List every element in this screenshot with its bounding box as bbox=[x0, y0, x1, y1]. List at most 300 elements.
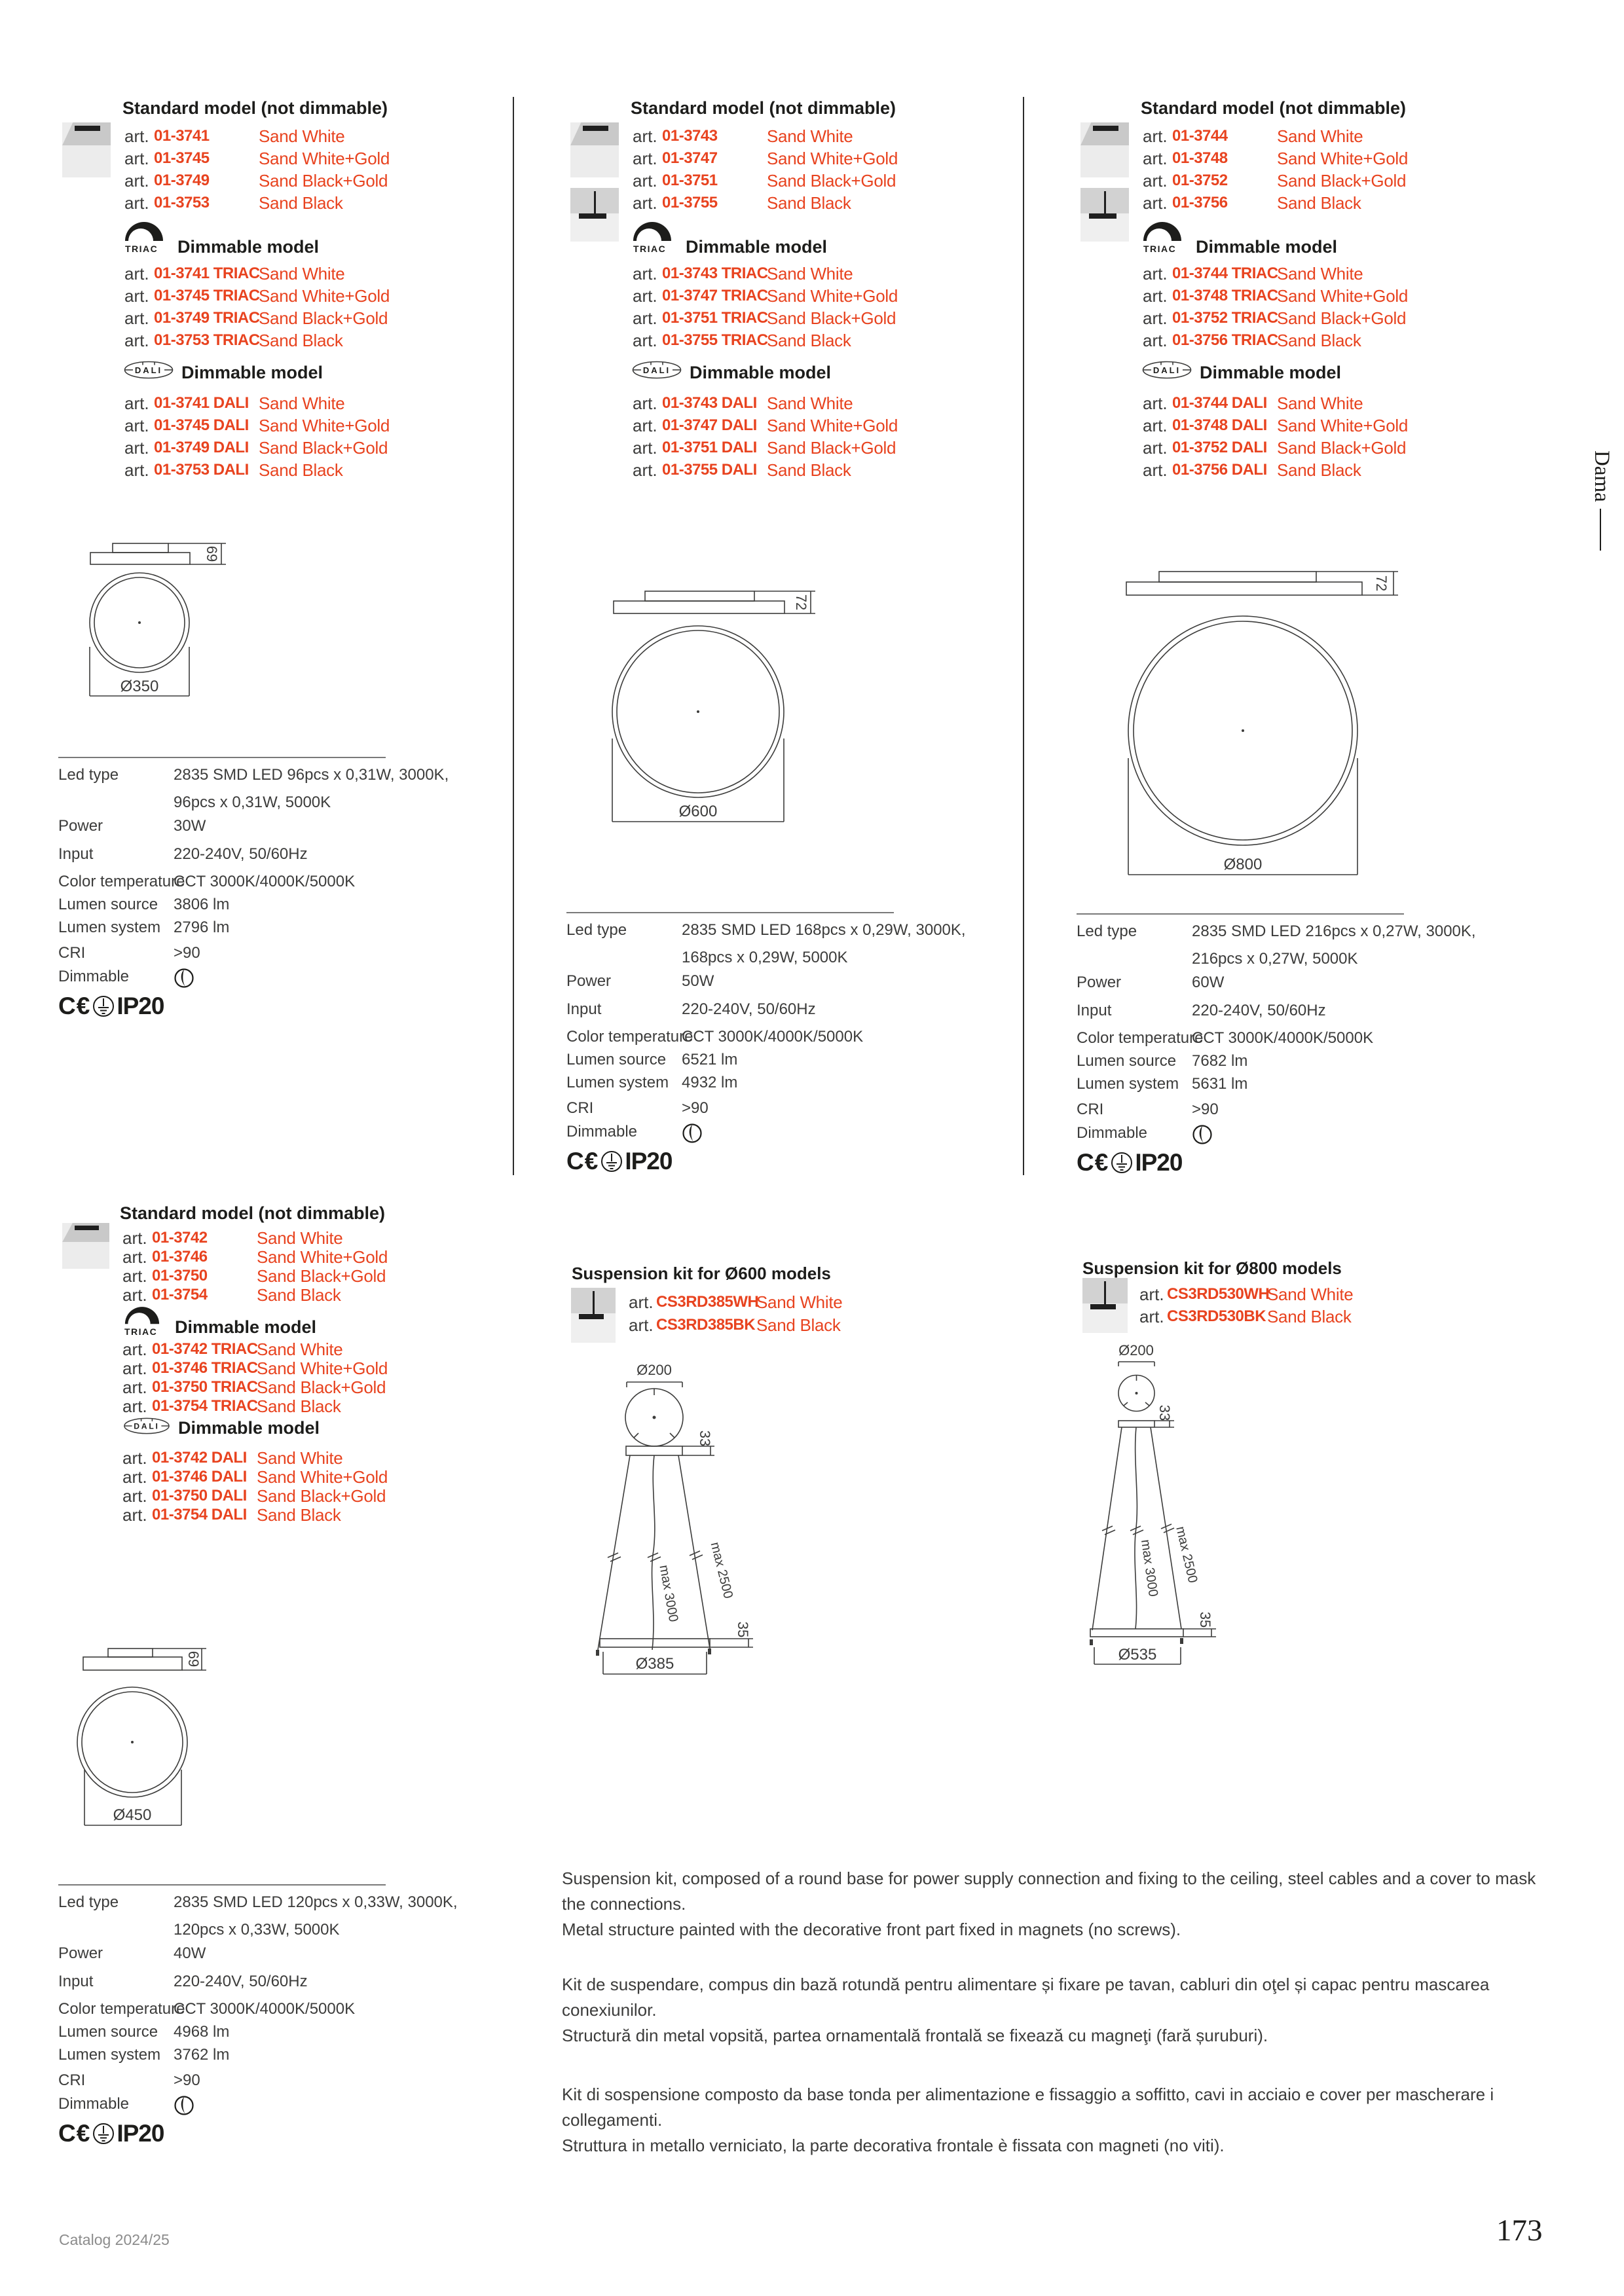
article-code: 01-3750 bbox=[152, 1267, 208, 1285]
art-label: art. bbox=[124, 126, 149, 146]
article-code: 01-3755 TRIAC bbox=[662, 331, 768, 349]
article-code: 01-3742 TRIAC bbox=[152, 1340, 258, 1358]
dali-logo bbox=[1141, 360, 1192, 380]
spec-value: 220-240V, 50/60Hz bbox=[682, 1000, 816, 1018]
diameter-dim: Ø600 bbox=[678, 803, 718, 820]
art-label: art. bbox=[1143, 286, 1168, 306]
spec-value: 5631 lm bbox=[1192, 1075, 1248, 1093]
ip20-mark: IP20 bbox=[117, 2120, 164, 2147]
art-label: art. bbox=[124, 264, 149, 283]
spec-label: Input bbox=[58, 1973, 94, 1990]
cable-max-label: max 3000 bbox=[656, 1563, 681, 1624]
spec-table-d800 bbox=[1077, 913, 1476, 1183]
bar-height-dim: 35 bbox=[735, 1621, 752, 1638]
article-code: 01-3743 bbox=[662, 127, 718, 145]
spec-label: Input bbox=[58, 845, 94, 863]
base-height-dim: 33 bbox=[1156, 1404, 1173, 1421]
art-label: art. bbox=[1143, 331, 1168, 350]
spec-label: Led type bbox=[566, 921, 627, 939]
finish-name: Sand Black bbox=[756, 1315, 841, 1335]
dimmable-model-heading: Dimmable model bbox=[181, 363, 323, 382]
dimmable-model-heading: Dimmable model bbox=[690, 363, 832, 382]
spec-label: Lumen source bbox=[58, 896, 158, 913]
article-code: 01-3745 bbox=[154, 149, 210, 167]
article-code: 01-3750 TRIAC bbox=[152, 1378, 258, 1396]
art-label: art. bbox=[629, 1292, 654, 1312]
finish-name: Sand Black+Gold bbox=[259, 308, 388, 328]
article-code: 01-3749 DALI bbox=[154, 439, 249, 456]
certifications bbox=[1077, 1149, 1182, 1176]
art-label: art. bbox=[633, 438, 657, 458]
finish-name: Sand Black+Gold bbox=[257, 1486, 386, 1506]
cable-max-label: max 3000 bbox=[1137, 1539, 1160, 1598]
finish-name: Sand White+Gold bbox=[1277, 416, 1409, 435]
art-label: art. bbox=[122, 1247, 147, 1267]
article-code: 01-3746 TRIAC bbox=[152, 1359, 258, 1377]
suspension-kit-heading: Suspension kit for Ø600 models bbox=[572, 1264, 831, 1283]
footer-page-number: 173 bbox=[1496, 2214, 1543, 2248]
triac-label: TRIAC bbox=[124, 1326, 158, 1337]
dali-logo bbox=[122, 1417, 171, 1435]
spec-value: 2835 SMD LED 120pcs x 0,33W, 3000K, bbox=[174, 1893, 458, 1911]
cable-max-label: max 2500 bbox=[1173, 1525, 1200, 1584]
description-ro bbox=[562, 1972, 1547, 2049]
product-photo-pendant bbox=[570, 188, 619, 242]
spec-label: Dimmable bbox=[566, 1123, 638, 1140]
spec-value: 3762 lm bbox=[174, 2046, 230, 2064]
spec-label: Input bbox=[566, 1000, 602, 1018]
base-height-dim: 33 bbox=[697, 1430, 714, 1447]
finish-name: Sand White bbox=[1277, 264, 1363, 283]
art-label: art. bbox=[633, 286, 657, 306]
spec-label: CRI bbox=[1077, 1101, 1104, 1118]
certifications bbox=[566, 1148, 672, 1175]
spec-label: Lumen system bbox=[58, 919, 161, 936]
spec-value: 4968 lm bbox=[174, 2023, 230, 2041]
standard-model-heading: Standard model (not dimmable) bbox=[1141, 98, 1407, 118]
spec-value: 168pcs x 0,29W, 5000K bbox=[682, 949, 848, 966]
description-line: Kit di sospensione composto da base tonda per alimentazione e fissaggio a soffitto, cavi in acciaio e cover per mascherare i collegamenti. bbox=[562, 2085, 1494, 2130]
article-code: 01-3741 bbox=[154, 127, 210, 145]
art-label: art. bbox=[122, 1505, 147, 1525]
finish-name: Sand Black bbox=[259, 460, 343, 480]
triac-dimmer-icon bbox=[1141, 216, 1183, 242]
description-it bbox=[562, 2082, 1547, 2159]
article-code: 01-3752 DALI bbox=[1172, 439, 1267, 456]
triac-dimmer-icon bbox=[122, 1302, 162, 1325]
family-name: Dama bbox=[1590, 450, 1614, 502]
column-divider bbox=[513, 97, 514, 1175]
dimension-drawing-d800 bbox=[1067, 562, 1408, 896]
article-code: 01-3748 DALI bbox=[1172, 416, 1267, 434]
art-label: art. bbox=[122, 1467, 147, 1487]
spec-value: 7682 lm bbox=[1192, 1052, 1248, 1070]
finish-name: Sand White+Gold bbox=[767, 286, 898, 306]
finish-name: Sand Black bbox=[259, 331, 343, 350]
dimmable-icon bbox=[174, 2095, 194, 2116]
dali-logo bbox=[123, 360, 174, 380]
art-label: art. bbox=[1143, 460, 1168, 480]
art-label: art. bbox=[122, 1339, 147, 1359]
finish-name: Sand Black bbox=[1267, 1307, 1352, 1326]
finish-name: Sand White bbox=[1267, 1285, 1354, 1304]
article-code: 01-3755 bbox=[662, 194, 718, 211]
ip20-mark: IP20 bbox=[625, 1148, 673, 1175]
spec-value: 220-240V, 50/60Hz bbox=[1192, 1002, 1326, 1019]
art-label: art. bbox=[1143, 308, 1168, 328]
height-dim: 69 bbox=[204, 545, 221, 562]
suspension-drawing-s800 bbox=[1071, 1337, 1267, 1681]
article-code: 01-3747 TRIAC bbox=[662, 287, 768, 304]
spec-value: 30W bbox=[174, 817, 206, 835]
finish-name: Sand Black+Gold bbox=[767, 438, 896, 458]
article-code: 01-3747 bbox=[662, 149, 718, 167]
product-photo-ceiling bbox=[570, 122, 619, 177]
finish-name: Sand Black+Gold bbox=[257, 1377, 386, 1397]
article-code: 01-3752 bbox=[1172, 172, 1228, 189]
art-label: art. bbox=[1143, 171, 1168, 191]
spec-value: 60W bbox=[1192, 974, 1225, 991]
article-code: 01-3743 TRIAC bbox=[662, 264, 768, 282]
ce-mark: C€ bbox=[58, 2120, 91, 2147]
finish-name: Sand Black bbox=[1277, 460, 1361, 480]
side-rule bbox=[1600, 509, 1601, 551]
height-dim: 69 bbox=[185, 1650, 202, 1667]
finish-name: Sand Black+Gold bbox=[259, 438, 388, 458]
diameter-dim: Ø450 bbox=[113, 1806, 152, 1824]
art-label: art. bbox=[122, 1358, 147, 1378]
ground-icon bbox=[1111, 1152, 1133, 1174]
ip20-mark: IP20 bbox=[117, 993, 164, 1019]
finish-name: Sand Black+Gold bbox=[1277, 171, 1407, 191]
spec-label: CRI bbox=[58, 944, 86, 962]
art-label: art. bbox=[1143, 126, 1168, 146]
finish-name: Sand White bbox=[756, 1292, 843, 1312]
triac-label: TRIAC bbox=[125, 244, 158, 254]
art-label: art. bbox=[1139, 1307, 1164, 1326]
spec-value: >90 bbox=[1192, 1101, 1219, 1118]
art-label: art. bbox=[633, 193, 657, 213]
spec-value: 216pcs x 0,27W, 5000K bbox=[1192, 950, 1358, 968]
triac-label: TRIAC bbox=[633, 244, 667, 254]
finish-name: Sand White+Gold bbox=[767, 149, 898, 168]
spec-label: Color temperature bbox=[58, 2000, 185, 2018]
article-code: 01-3750 DALI bbox=[152, 1487, 247, 1504]
finish-name: Sand White bbox=[259, 393, 345, 413]
spec-label: Input bbox=[1077, 1002, 1112, 1019]
article-code: 01-3754 TRIAC bbox=[152, 1397, 258, 1415]
product-photo-ceiling bbox=[1080, 122, 1129, 177]
dimmable-model-heading: Dimmable model bbox=[1196, 237, 1338, 257]
finish-name: Sand White bbox=[257, 1448, 343, 1468]
suspension-kit-photo bbox=[1082, 1278, 1128, 1333]
article-code: 01-3741 TRIAC bbox=[154, 264, 260, 282]
spec-label: Power bbox=[58, 817, 103, 835]
spec-value: CCT 3000K/4000K/5000K bbox=[174, 2000, 356, 2018]
finish-name: Sand Black bbox=[1277, 193, 1361, 213]
article-code: 01-3753 TRIAC bbox=[154, 331, 260, 349]
art-label: art. bbox=[122, 1266, 147, 1286]
article-code: 01-3744 DALI bbox=[1172, 394, 1267, 412]
product-photo-pendant bbox=[1080, 188, 1129, 242]
dimension-drawing-d600 bbox=[557, 585, 832, 840]
column-divider bbox=[1023, 97, 1024, 1175]
dimmable-icon bbox=[682, 1123, 703, 1144]
spec-table-d350 bbox=[58, 757, 449, 1027]
svg-text:DALI: DALI bbox=[134, 365, 163, 375]
spec-label: Color temperature bbox=[58, 873, 185, 890]
article-code: 01-3744 TRIAC bbox=[1172, 264, 1278, 282]
art-label: art. bbox=[633, 460, 657, 480]
spec-label: Dimmable bbox=[58, 2095, 130, 2113]
article-code: CS3RD385BK bbox=[656, 1316, 756, 1334]
article-code: CS3RD385WH bbox=[656, 1293, 759, 1311]
spec-value: 40W bbox=[174, 1944, 206, 1962]
finish-name: Sand Black+Gold bbox=[257, 1266, 386, 1286]
spec-label: Lumen system bbox=[1077, 1075, 1179, 1093]
finish-name: Sand Black bbox=[257, 1285, 341, 1305]
certifications bbox=[58, 993, 164, 1020]
article-code: 01-3747 DALI bbox=[662, 416, 757, 434]
article-code: 01-3756 DALI bbox=[1172, 461, 1267, 479]
finish-name: Sand White bbox=[767, 126, 853, 146]
finish-name: Sand Black bbox=[767, 193, 851, 213]
ground-icon bbox=[92, 995, 115, 1017]
art-label: art. bbox=[633, 264, 657, 283]
finish-name: Sand White+Gold bbox=[259, 286, 390, 306]
dimmable-icon bbox=[1192, 1124, 1213, 1145]
article-code: 01-3754 bbox=[152, 1286, 208, 1303]
article-code: 01-3748 TRIAC bbox=[1172, 287, 1278, 304]
triac-dimmer-icon bbox=[123, 216, 165, 242]
spec-label: Power bbox=[1077, 974, 1122, 991]
spec-value: 96pcs x 0,31W, 5000K bbox=[174, 793, 331, 811]
certifications bbox=[58, 2120, 164, 2147]
spec-value: >90 bbox=[174, 2071, 200, 2089]
art-label: art. bbox=[124, 438, 149, 458]
art-label: art. bbox=[633, 149, 657, 168]
spec-label: Lumen system bbox=[58, 2046, 161, 2064]
spec-value: 220-240V, 50/60Hz bbox=[174, 1973, 308, 1990]
finish-name: Sand White+Gold bbox=[1277, 286, 1409, 306]
art-label: art. bbox=[1143, 438, 1168, 458]
article-code: 01-3743 DALI bbox=[662, 394, 757, 412]
spec-label: Power bbox=[58, 1944, 103, 1962]
spec-value: 2835 SMD LED 216pcs x 0,27W, 3000K, bbox=[1192, 922, 1476, 940]
art-label: art. bbox=[124, 286, 149, 306]
finish-name: Sand White+Gold bbox=[767, 416, 898, 435]
art-label: art. bbox=[633, 393, 657, 413]
article-code: 01-3744 bbox=[1172, 127, 1228, 145]
ground-icon bbox=[92, 2123, 115, 2145]
finish-name: Sand White+Gold bbox=[257, 1247, 388, 1267]
finish-name: Sand White bbox=[257, 1228, 343, 1248]
art-label: art. bbox=[124, 308, 149, 328]
svg-text:DALI: DALI bbox=[642, 365, 671, 375]
finish-name: Sand White bbox=[767, 264, 853, 283]
article-code: 01-3752 TRIAC bbox=[1172, 309, 1278, 327]
art-label: art. bbox=[633, 126, 657, 146]
standard-model-heading: Standard model (not dimmable) bbox=[122, 98, 388, 118]
description-line: Struttura in metallo verniciato, la parte decorativa frontale è fissata con magneti (no viti). bbox=[562, 2136, 1225, 2155]
finish-name: Sand Black bbox=[767, 331, 851, 350]
spec-value: 120pcs x 0,33W, 5000K bbox=[174, 1921, 340, 1939]
family-side-label bbox=[1589, 450, 1614, 551]
article-code: 01-3749 bbox=[154, 172, 210, 189]
finish-name: Sand White bbox=[259, 126, 345, 146]
spec-label: Color temperature bbox=[1077, 1029, 1204, 1047]
article-code: 01-3742 DALI bbox=[152, 1449, 247, 1467]
art-label: art. bbox=[633, 331, 657, 350]
spec-value: 50W bbox=[682, 972, 714, 990]
standard-model-heading: Standard model (not dimmable) bbox=[631, 98, 896, 118]
spec-label: Color temperature bbox=[566, 1028, 693, 1046]
article-code: 01-3745 DALI bbox=[154, 416, 249, 434]
diameter-dim: Ø800 bbox=[1223, 856, 1263, 873]
photo-bar bbox=[75, 126, 100, 131]
article-code: 01-3746 bbox=[152, 1248, 208, 1266]
article-code: 01-3755 DALI bbox=[662, 461, 757, 479]
finish-name: Sand White bbox=[259, 264, 345, 283]
art-label: art. bbox=[122, 1448, 147, 1468]
product-photo-ceiling bbox=[62, 122, 111, 177]
spec-label: Lumen system bbox=[566, 1074, 669, 1091]
top-diameter-dim: Ø200 bbox=[637, 1362, 672, 1378]
art-label: art. bbox=[124, 171, 149, 191]
ip20-mark: IP20 bbox=[1135, 1149, 1183, 1176]
suspension-drawing-s600 bbox=[586, 1358, 783, 1689]
spec-label: Power bbox=[566, 972, 612, 990]
bottom-diameter-dim: Ø385 bbox=[635, 1655, 674, 1673]
svg-text:DALI: DALI bbox=[134, 1421, 160, 1431]
article-code: 01-3751 DALI bbox=[662, 439, 757, 456]
spec-label: Lumen source bbox=[58, 2023, 158, 2041]
finish-name: Sand Black bbox=[1277, 331, 1361, 350]
spec-value: >90 bbox=[682, 1099, 709, 1117]
finish-name: Sand White+Gold bbox=[259, 149, 390, 168]
description-line: Structură din metal vopsită, partea ornamentală frontală se fixează cu magneţi (fară șuruburi). bbox=[562, 2026, 1268, 2045]
spec-label: Dimmable bbox=[58, 968, 130, 985]
art-label: art. bbox=[633, 308, 657, 328]
dimmable-icon bbox=[174, 968, 194, 989]
cable-max-label: max 2500 bbox=[707, 1540, 736, 1600]
height-dim: 72 bbox=[1373, 575, 1390, 592]
art-label: art. bbox=[122, 1228, 147, 1248]
spec-value: 3806 lm bbox=[174, 896, 230, 913]
spec-value: 4932 lm bbox=[682, 1074, 738, 1091]
description-en bbox=[562, 1866, 1547, 1942]
dimmable-model-heading: Dimmable model bbox=[178, 1418, 320, 1438]
finish-name: Sand Black bbox=[767, 460, 851, 480]
article-code: 01-3746 DALI bbox=[152, 1468, 247, 1485]
spec-value: CCT 3000K/4000K/5000K bbox=[1192, 1029, 1374, 1047]
dimension-drawing-d450 bbox=[39, 1635, 255, 1838]
finish-name: Sand Black+Gold bbox=[1277, 308, 1407, 328]
spec-label: Lumen source bbox=[566, 1051, 667, 1068]
spec-value: CCT 3000K/4000K/5000K bbox=[174, 873, 356, 890]
description-line: Suspension kit, composed of a round base for power supply connection and fixing to the ceiling, steel cables and a cover to mask the connections. bbox=[562, 1868, 1536, 1914]
spec-table-d600 bbox=[566, 912, 966, 1182]
finish-name: Sand White bbox=[1277, 126, 1363, 146]
dimension-drawing-d350 bbox=[39, 537, 236, 707]
spec-label: Led type bbox=[58, 1893, 119, 1911]
art-label: art. bbox=[1139, 1285, 1164, 1304]
art-label: art. bbox=[124, 193, 149, 213]
finish-name: Sand White bbox=[767, 393, 853, 413]
suspension-kit-photo bbox=[571, 1288, 616, 1343]
ground-icon bbox=[600, 1150, 623, 1173]
spec-label: Led type bbox=[58, 766, 119, 784]
finish-name: Sand Black+Gold bbox=[767, 308, 896, 328]
spec-label: CRI bbox=[566, 1099, 594, 1117]
finish-name: Sand Black+Gold bbox=[259, 171, 388, 191]
finish-name: Sand Black+Gold bbox=[1277, 438, 1407, 458]
ce-mark: C€ bbox=[566, 1148, 599, 1175]
ce-mark: C€ bbox=[58, 993, 91, 1019]
finish-name: Sand Black bbox=[259, 193, 343, 213]
dimmable-model-heading: Dimmable model bbox=[686, 237, 828, 257]
article-code: CS3RD530WH bbox=[1167, 1285, 1270, 1303]
article-code: CS3RD530BK bbox=[1167, 1307, 1266, 1325]
art-label: art. bbox=[1143, 149, 1168, 168]
article-code: 01-3756 TRIAC bbox=[1172, 331, 1278, 349]
finish-name: Sand White bbox=[257, 1339, 343, 1359]
finish-name: Sand White+Gold bbox=[257, 1467, 388, 1487]
art-label: art. bbox=[124, 331, 149, 350]
finish-name: Sand White bbox=[1277, 393, 1363, 413]
bottom-diameter-dim: Ø535 bbox=[1118, 1646, 1157, 1664]
article-code: 01-3751 TRIAC bbox=[662, 309, 768, 327]
art-label: art. bbox=[1143, 264, 1168, 283]
article-code: 01-3753 bbox=[154, 194, 210, 211]
height-dim: 72 bbox=[793, 594, 810, 611]
art-label: art. bbox=[122, 1285, 147, 1305]
article-code: 01-3754 DALI bbox=[152, 1506, 247, 1523]
spec-label: Led type bbox=[1077, 922, 1137, 940]
diameter-dim: Ø350 bbox=[120, 678, 159, 695]
spec-value: 2835 SMD LED 96pcs x 0,31W, 3000K, bbox=[174, 766, 449, 784]
product-photo-ceiling bbox=[62, 1223, 109, 1269]
article-code: 01-3756 bbox=[1172, 194, 1228, 211]
art-label: art. bbox=[1143, 393, 1168, 413]
description-line: Kit de suspendare, compus din bază rotundă pentru alimentare și fixare pe tavan, cabluri din oţel și capac pentru mascarea conexiunilor. bbox=[562, 1975, 1490, 2020]
top-diameter-dim: Ø200 bbox=[1118, 1342, 1154, 1358]
ce-mark: C€ bbox=[1077, 1149, 1109, 1176]
dali-logo bbox=[631, 360, 682, 380]
art-label: art. bbox=[124, 460, 149, 480]
finish-name: Sand Black bbox=[257, 1396, 341, 1416]
triac-dimmer-icon bbox=[631, 216, 673, 242]
spec-value: 2796 lm bbox=[174, 919, 230, 936]
art-label: art. bbox=[633, 171, 657, 191]
article-code: 01-3741 DALI bbox=[154, 394, 249, 412]
dimmable-model-heading: Dimmable model bbox=[1200, 363, 1342, 382]
art-label: art. bbox=[122, 1486, 147, 1506]
dimmable-model-heading: Dimmable model bbox=[175, 1317, 317, 1337]
article-code: 01-3745 TRIAC bbox=[154, 287, 260, 304]
svg-text:DALI: DALI bbox=[1153, 365, 1181, 375]
standard-model-heading: Standard model (not dimmable) bbox=[120, 1203, 386, 1223]
finish-name: Sand Black+Gold bbox=[767, 171, 896, 191]
spec-value: CCT 3000K/4000K/5000K bbox=[682, 1028, 864, 1046]
bar-height-dim: 35 bbox=[1197, 1611, 1214, 1628]
art-label: art. bbox=[633, 416, 657, 435]
spec-table-d450 bbox=[58, 1884, 458, 2154]
art-label: art. bbox=[122, 1396, 147, 1416]
finish-name: Sand White+Gold bbox=[257, 1358, 388, 1378]
article-code: 01-3748 bbox=[1172, 149, 1228, 167]
article-code: 01-3749 TRIAC bbox=[154, 309, 260, 327]
